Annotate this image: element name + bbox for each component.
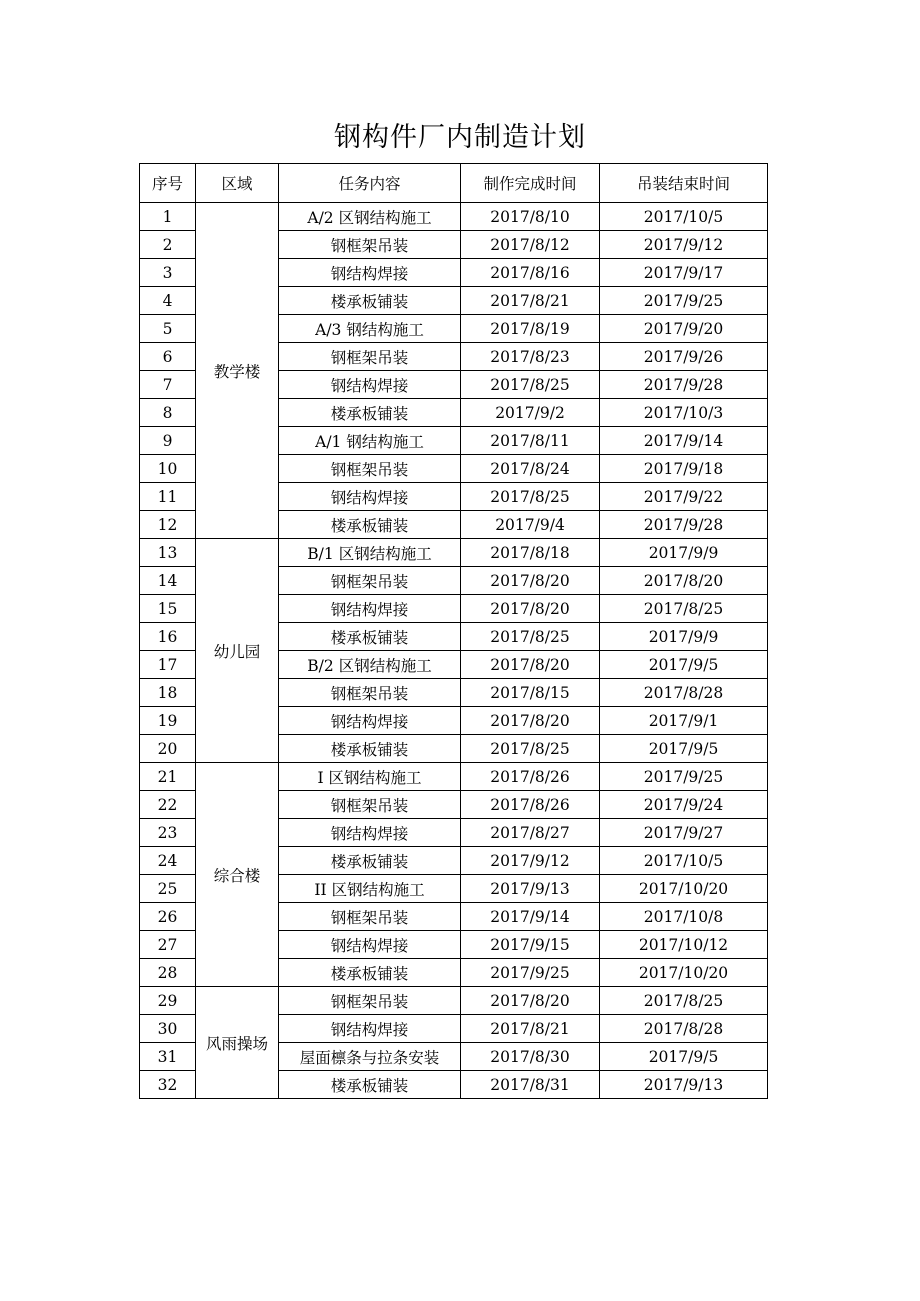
cell-no: 9 — [140, 427, 196, 455]
cell-lift-date: 2017/9/28 — [600, 371, 768, 399]
cell-no: 5 — [140, 315, 196, 343]
cell-task: 钢框架吊装 — [279, 791, 461, 819]
cell-lift-date: 2017/8/28 — [600, 1015, 768, 1043]
cell-made-date: 2017/8/26 — [461, 763, 600, 791]
cell-no: 19 — [140, 707, 196, 735]
cell-task: 钢框架吊装 — [279, 679, 461, 707]
cell-task: 楼承板铺装 — [279, 1071, 461, 1099]
cell-lift-date: 2017/10/8 — [600, 903, 768, 931]
cell-no: 10 — [140, 455, 196, 483]
cell-task: 楼承板铺装 — [279, 847, 461, 875]
cell-task: B/1 区钢结构施工 — [279, 539, 461, 567]
cell-lift-date: 2017/9/17 — [600, 259, 768, 287]
cell-lift-date: 2017/10/3 — [600, 399, 768, 427]
cell-task: 屋面檩条与拉条安装 — [279, 1043, 461, 1071]
cell-task: 钢结构焊接 — [279, 595, 461, 623]
cell-made-date: 2017/8/23 — [461, 343, 600, 371]
cell-no: 7 — [140, 371, 196, 399]
cell-made-date: 2017/8/16 — [461, 259, 600, 287]
cell-task: 钢框架吊装 — [279, 987, 461, 1015]
cell-task: B/2 区钢结构施工 — [279, 651, 461, 679]
cell-lift-date: 2017/9/9 — [600, 539, 768, 567]
cell-no: 31 — [140, 1043, 196, 1071]
cell-no: 29 — [140, 987, 196, 1015]
cell-lift-date: 2017/9/25 — [600, 763, 768, 791]
table-header-row — [140, 164, 768, 203]
cell-made-date: 2017/8/20 — [461, 651, 600, 679]
cell-no: 6 — [140, 343, 196, 371]
cell-made-date: 2017/8/25 — [461, 371, 600, 399]
cell-lift-date: 2017/9/9 — [600, 623, 768, 651]
cell-lift-date: 2017/9/1 — [600, 707, 768, 735]
cell-made-date: 2017/9/14 — [461, 903, 600, 931]
cell-lift-date: 2017/10/20 — [600, 959, 768, 987]
cell-no: 26 — [140, 903, 196, 931]
cell-task: A/2 区钢结构施工 — [279, 203, 461, 231]
cell-no: 8 — [140, 399, 196, 427]
cell-task: 楼承板铺装 — [279, 735, 461, 763]
cell-lift-date: 2017/10/20 — [600, 875, 768, 903]
cell-no: 17 — [140, 651, 196, 679]
cell-task: 钢结构焊接 — [279, 1015, 461, 1043]
cell-task: 楼承板铺装 — [279, 623, 461, 651]
page-title: 钢构件厂内制造计划 — [334, 122, 586, 153]
cell-made-date: 2017/8/12 — [461, 231, 600, 259]
cell-made-date: 2017/9/4 — [461, 511, 600, 539]
table-row — [140, 763, 768, 791]
cell-task: 楼承板铺装 — [279, 287, 461, 315]
cell-no: 2 — [140, 231, 196, 259]
cell-task: II 区钢结构施工 — [279, 875, 461, 903]
cell-lift-date: 2017/9/22 — [600, 483, 768, 511]
cell-lift-date: 2017/9/13 — [600, 1071, 768, 1099]
cell-task: 楼承板铺装 — [279, 399, 461, 427]
cell-lift-date: 2017/9/27 — [600, 819, 768, 847]
table-row — [140, 539, 768, 567]
cell-task: 钢结构焊接 — [279, 371, 461, 399]
cell-no: 4 — [140, 287, 196, 315]
cell-area: 风雨操场 — [196, 987, 279, 1099]
cell-lift-date: 2017/9/24 — [600, 791, 768, 819]
cell-area: 综合楼 — [196, 763, 279, 987]
schedule-table — [139, 163, 768, 1099]
cell-lift-date: 2017/8/20 — [600, 567, 768, 595]
cell-made-date: 2017/8/26 — [461, 791, 600, 819]
cell-lift-date: 2017/8/28 — [600, 679, 768, 707]
cell-task: 楼承板铺装 — [279, 959, 461, 987]
cell-task: 钢结构焊接 — [279, 707, 461, 735]
cell-lift-date: 2017/9/12 — [600, 231, 768, 259]
cell-lift-date: 2017/9/5 — [600, 651, 768, 679]
cell-no: 22 — [140, 791, 196, 819]
cell-made-date: 2017/9/13 — [461, 875, 600, 903]
cell-area: 幼儿园 — [196, 539, 279, 763]
cell-made-date: 2017/9/12 — [461, 847, 600, 875]
cell-lift-date: 2017/9/28 — [600, 511, 768, 539]
cell-no: 16 — [140, 623, 196, 651]
header-task: 任务内容 — [279, 164, 461, 203]
cell-area: 教学楼 — [196, 203, 279, 539]
cell-made-date: 2017/8/31 — [461, 1071, 600, 1099]
cell-task: I 区钢结构施工 — [279, 763, 461, 791]
cell-made-date: 2017/8/20 — [461, 707, 600, 735]
cell-lift-date: 2017/8/25 — [600, 987, 768, 1015]
cell-made-date: 2017/8/20 — [461, 567, 600, 595]
cell-lift-date: 2017/8/25 — [600, 595, 768, 623]
cell-made-date: 2017/8/24 — [461, 455, 600, 483]
cell-no: 11 — [140, 483, 196, 511]
cell-task: 钢框架吊装 — [279, 343, 461, 371]
table-row — [140, 203, 768, 231]
table-body — [140, 203, 768, 1099]
cell-made-date: 2017/8/21 — [461, 1015, 600, 1043]
cell-no: 14 — [140, 567, 196, 595]
cell-lift-date: 2017/9/14 — [600, 427, 768, 455]
cell-made-date: 2017/8/25 — [461, 483, 600, 511]
cell-lift-date: 2017/9/26 — [600, 343, 768, 371]
cell-made-date: 2017/8/27 — [461, 819, 600, 847]
cell-made-date: 2017/9/15 — [461, 931, 600, 959]
cell-task: 钢结构焊接 — [279, 931, 461, 959]
cell-lift-date: 2017/9/18 — [600, 455, 768, 483]
table-row — [140, 987, 768, 1015]
cell-task: 钢结构焊接 — [279, 259, 461, 287]
cell-no: 28 — [140, 959, 196, 987]
cell-no: 3 — [140, 259, 196, 287]
cell-no: 30 — [140, 1015, 196, 1043]
cell-made-date: 2017/8/15 — [461, 679, 600, 707]
cell-no: 27 — [140, 931, 196, 959]
header-lift: 吊装结束时间 — [600, 164, 768, 203]
cell-made-date: 2017/8/18 — [461, 539, 600, 567]
header-area: 区域 — [196, 164, 279, 203]
cell-no: 25 — [140, 875, 196, 903]
cell-made-date: 2017/8/25 — [461, 623, 600, 651]
cell-task: 楼承板铺装 — [279, 511, 461, 539]
cell-made-date: 2017/8/19 — [461, 315, 600, 343]
cell-task: 钢框架吊装 — [279, 455, 461, 483]
cell-no: 23 — [140, 819, 196, 847]
cell-no: 15 — [140, 595, 196, 623]
cell-made-date: 2017/9/25 — [461, 959, 600, 987]
cell-made-date: 2017/8/20 — [461, 595, 600, 623]
cell-no: 12 — [140, 511, 196, 539]
cell-no: 32 — [140, 1071, 196, 1099]
cell-task: 钢结构焊接 — [279, 483, 461, 511]
cell-made-date: 2017/8/30 — [461, 1043, 600, 1071]
cell-lift-date: 2017/9/5 — [600, 1043, 768, 1071]
cell-made-date: 2017/8/11 — [461, 427, 600, 455]
cell-task: 钢框架吊装 — [279, 567, 461, 595]
cell-no: 21 — [140, 763, 196, 791]
cell-no: 13 — [140, 539, 196, 567]
cell-no: 24 — [140, 847, 196, 875]
cell-task: 钢框架吊装 — [279, 903, 461, 931]
header-no: 序号 — [140, 164, 196, 203]
header-made: 制作完成时间 — [461, 164, 600, 203]
cell-no: 1 — [140, 203, 196, 231]
cell-made-date: 2017/8/25 — [461, 735, 600, 763]
cell-lift-date: 2017/9/20 — [600, 315, 768, 343]
cell-lift-date: 2017/9/5 — [600, 735, 768, 763]
cell-lift-date: 2017/10/5 — [600, 847, 768, 875]
cell-task: 钢结构焊接 — [279, 819, 461, 847]
cell-made-date: 2017/8/20 — [461, 987, 600, 1015]
cell-lift-date: 2017/10/5 — [600, 203, 768, 231]
cell-made-date: 2017/9/2 — [461, 399, 600, 427]
cell-task: A/1 钢结构施工 — [279, 427, 461, 455]
cell-no: 18 — [140, 679, 196, 707]
cell-no: 20 — [140, 735, 196, 763]
cell-task: 钢框架吊装 — [279, 231, 461, 259]
cell-made-date: 2017/8/10 — [461, 203, 600, 231]
cell-lift-date: 2017/9/25 — [600, 287, 768, 315]
cell-lift-date: 2017/10/12 — [600, 931, 768, 959]
cell-made-date: 2017/8/21 — [461, 287, 600, 315]
cell-task: A/3 钢结构施工 — [279, 315, 461, 343]
